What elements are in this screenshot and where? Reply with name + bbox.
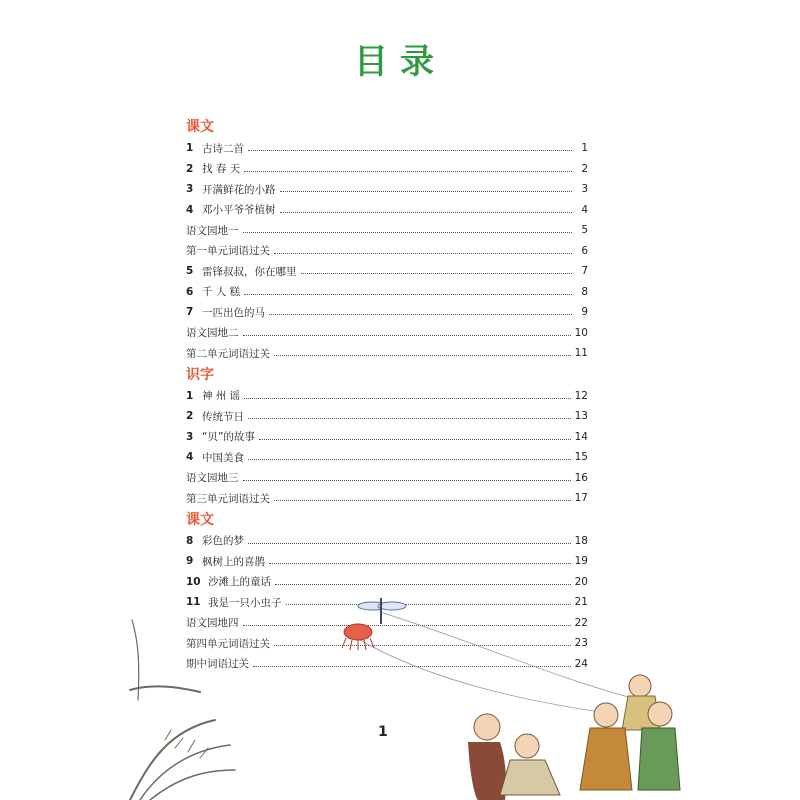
dot-leader xyxy=(269,313,572,315)
toc-entry[interactable] xyxy=(186,220,588,241)
entry-number: 4 xyxy=(186,203,194,216)
toc-entry[interactable] xyxy=(186,200,588,221)
toc-entry[interactable] xyxy=(186,633,588,654)
entry-number: 1 xyxy=(186,142,194,155)
dot-leader xyxy=(244,293,572,295)
entry-title: 邓小平爷爷植树 xyxy=(202,204,276,217)
entry-title: 古诗二首 xyxy=(202,142,244,155)
entry-page-number: 18 xyxy=(574,534,588,547)
entry-page-number: 7 xyxy=(581,265,588,278)
entry-page-number: 15 xyxy=(574,451,588,464)
entry-title: 期中词语过关 xyxy=(186,658,249,671)
dot-leader xyxy=(253,665,571,667)
dot-leader xyxy=(248,417,571,419)
dot-leader xyxy=(274,354,571,356)
entry-title: 语文园地一 xyxy=(186,224,239,237)
dot-leader xyxy=(243,231,573,233)
toc-entry[interactable] xyxy=(186,572,588,593)
entry-number: 9 xyxy=(186,555,194,568)
dot-leader xyxy=(243,334,571,336)
dot-leader xyxy=(274,252,572,254)
dot-leader xyxy=(248,542,571,544)
entry-title: 找 春 天 xyxy=(202,163,241,176)
entry-title: 我是一只小虫子 xyxy=(208,596,282,609)
entry-title: 一匹出色的马 xyxy=(202,306,265,319)
toc-entry[interactable] xyxy=(186,323,588,344)
entry-page-number: 16 xyxy=(574,471,588,484)
toc-entry[interactable] xyxy=(186,159,588,180)
entry-page-number: 19 xyxy=(574,555,588,568)
entry-title: 千 人 糕 xyxy=(202,286,241,299)
toc-entry[interactable] xyxy=(186,138,588,159)
entry-title: 语文园地三 xyxy=(186,472,239,485)
dot-leader xyxy=(248,149,572,151)
dot-leader xyxy=(243,479,571,481)
entry-page-number: 9 xyxy=(581,306,588,319)
entry-number: 5 xyxy=(186,265,194,278)
entry-title: 语文园地二 xyxy=(186,327,239,340)
toc-entry[interactable] xyxy=(186,241,588,262)
entry-title: 雷锋叔叔，你在哪里 xyxy=(202,265,297,278)
toc-entry[interactable] xyxy=(186,531,588,552)
entry-title: 神 州 谣 xyxy=(202,390,241,403)
toc-entry[interactable] xyxy=(186,654,588,675)
toc-entry[interactable] xyxy=(186,282,588,303)
page-title: 目录 xyxy=(354,42,446,82)
dot-leader xyxy=(274,499,571,501)
toc-entry[interactable] xyxy=(186,261,588,282)
entry-title: 语文园地四 xyxy=(186,617,239,630)
entry-number: 4 xyxy=(186,451,194,464)
entry-page-number: 14 xyxy=(574,430,588,443)
entry-number: 8 xyxy=(186,534,194,547)
entry-title: 枫树上的喜鹊 xyxy=(202,555,265,568)
entry-page-number: 8 xyxy=(581,285,588,298)
entry-title: 第三单元词语过关 xyxy=(186,492,270,505)
toc-entry[interactable] xyxy=(186,592,588,613)
entry-page-number: 1 xyxy=(581,142,588,155)
entry-title: “贝”的故事 xyxy=(202,431,255,444)
dot-leader xyxy=(244,397,570,399)
dot-leader xyxy=(243,624,571,626)
toc-entry[interactable] xyxy=(186,551,588,572)
dot-leader xyxy=(280,190,573,192)
entry-page-number: 12 xyxy=(574,389,588,402)
toc-entry[interactable] xyxy=(186,406,588,427)
entry-title: 传统节日 xyxy=(202,410,244,423)
entry-page-number: 17 xyxy=(574,492,588,505)
entry-page-number: 23 xyxy=(574,637,588,650)
entry-title: 中国美食 xyxy=(202,451,244,464)
entry-number: 1 xyxy=(186,389,194,402)
entry-title: 彩色的梦 xyxy=(202,535,244,548)
entry-page-number: 4 xyxy=(581,203,588,216)
toc-entry[interactable] xyxy=(186,488,588,509)
dot-leader xyxy=(274,644,571,646)
dot-leader xyxy=(286,603,571,605)
entry-number: 3 xyxy=(186,183,194,196)
entry-page-number: 6 xyxy=(581,244,588,257)
entry-page-number: 20 xyxy=(574,575,588,588)
entry-page-number: 10 xyxy=(574,326,588,339)
entry-number: 3 xyxy=(186,430,194,443)
toc-entry[interactable] xyxy=(186,302,588,323)
dot-leader xyxy=(301,272,573,274)
toc-entry[interactable] xyxy=(186,468,588,489)
children-flying-kites-icon xyxy=(468,675,680,800)
dot-leader xyxy=(259,438,571,440)
entry-page-number: 21 xyxy=(574,596,588,609)
toc-entry[interactable] xyxy=(186,613,588,634)
page-number: 1 xyxy=(378,724,388,740)
toc-entry[interactable] xyxy=(186,386,588,407)
toc-entry[interactable] xyxy=(186,427,588,448)
entry-number: 11 xyxy=(186,596,201,609)
entry-title: 第一单元词语过关 xyxy=(186,245,270,258)
entry-number: 2 xyxy=(186,410,194,423)
entry-title: 沙滩上的童话 xyxy=(208,576,271,589)
entry-page-number: 11 xyxy=(574,347,588,360)
section-heading: 课文 xyxy=(186,119,214,135)
entry-number: 10 xyxy=(186,575,201,588)
table-of-contents xyxy=(186,116,588,674)
entry-page-number: 22 xyxy=(574,616,588,629)
entry-title: 第二单元词语过关 xyxy=(186,347,270,360)
dot-leader xyxy=(280,211,573,213)
entry-number: 6 xyxy=(186,285,194,298)
toc-entry[interactable] xyxy=(186,447,588,468)
section-heading: 课文 xyxy=(186,511,214,528)
section-heading: 识字 xyxy=(186,366,214,383)
toc-entry[interactable] xyxy=(186,179,588,200)
dot-leader xyxy=(275,583,571,585)
entry-number: 2 xyxy=(186,162,194,175)
entry-number: 7 xyxy=(186,306,194,319)
entry-title: 第四单元词语过关 xyxy=(186,637,270,650)
entry-page-number: 13 xyxy=(574,410,588,423)
dot-leader xyxy=(248,458,571,460)
toc-entry[interactable] xyxy=(186,343,588,364)
dot-leader xyxy=(244,170,572,172)
entry-title: 开满鲜花的小路 xyxy=(202,183,276,196)
entry-page-number: 2 xyxy=(581,162,588,175)
entry-page-number: 3 xyxy=(581,183,588,196)
dot-leader xyxy=(269,562,571,564)
entry-page-number: 5 xyxy=(581,224,588,237)
entry-page-number: 24 xyxy=(574,657,588,670)
